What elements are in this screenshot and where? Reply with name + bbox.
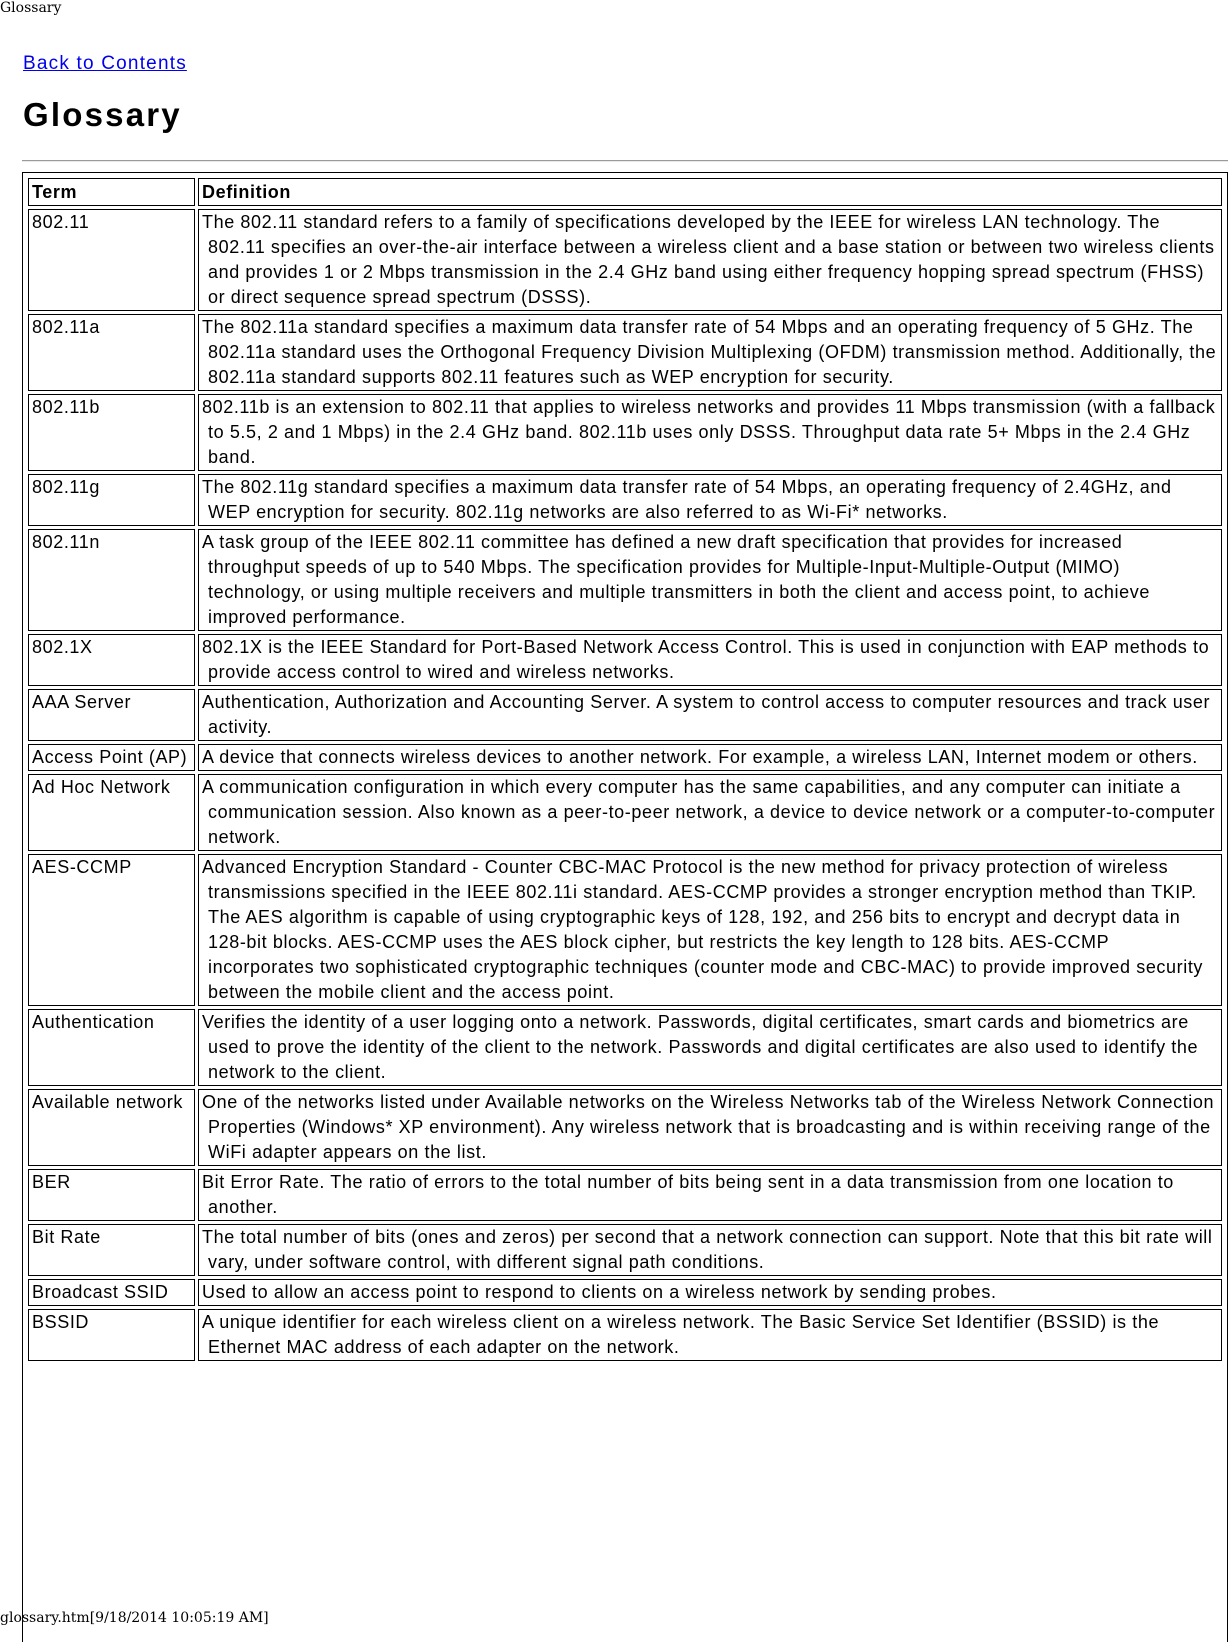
table-row [28,744,1222,771]
table-row [28,394,1222,471]
term-cell: 802.1X [28,634,195,686]
definition-cell [198,1309,1222,1361]
table-row [28,634,1222,686]
horizontal-divider [22,160,1228,162]
definition-cell [198,1009,1222,1086]
term-cell: BSSID [28,1309,195,1361]
table-row [28,1169,1222,1221]
definition-text: The total number of bits (ones and zeros) per second that a network connection can support. Note that this bit rate will vary, under software control, with different signal path conditions. [202,1227,1213,1272]
definition-cell [198,314,1222,391]
definition-text: The 802.11g standard specifies a maximum data transfer rate of 54 Mbps, an operating frequency of 2.4GHz, and WEP encryption for security. 802.11g networks are also referred to as Wi-Fi* networks. [202,477,1172,522]
table-row [28,1279,1222,1306]
definition-cell [198,209,1222,311]
term-cell: 802.11n [28,529,195,631]
definition-cell [198,1089,1222,1166]
definition-cell [198,634,1222,686]
term-cell: AES-CCMP [28,854,195,1006]
table-row [28,209,1222,311]
definition-cell [198,394,1222,471]
table-row [28,774,1222,851]
table-row [28,474,1222,526]
term-cell: BER [28,1169,195,1221]
table-row [28,689,1222,741]
definition-text: A task group of the IEEE 802.11 committee has defined a new draft specification that provides for increased throughput speeds of up to 540 Mbps. The specification provides for Multiple-Input-Multiple-Output (MIMO) technology, or using multiple receivers and multiple transmitters in both the client and access point, to achieve improved performance. [202,532,1150,627]
definition-text: Advanced Encryption Standard - Counter CBC-MAC Protocol is the new method for privacy protection of wireless transmissions specified in the IEEE 802.11i standard. AES-CCMP provides a stronger encryption method than TKIP. The AES algorithm is capable of using cryptographic keys of 128, 192, and 256 bits to encrypt and decrypt data in 128-bit blocks. AES-CCMP uses the AES block cipher, but restricts the key length to 128 bits. AES-CCMP incorporates two sophisticated cryptographic techniques (counter mode and CBC-MAC) to provide improved security between the mobile client and the access point. [202,857,1204,1002]
page-footer-url: glossary.htm[9/18/2014 10:05:19 AM] [0,1610,269,1626]
term-cell: Authentication [28,1009,195,1086]
definition-cell [198,854,1222,1006]
table-row [28,1089,1222,1166]
term-cell: Available network [28,1089,195,1166]
definition-text: Bit Error Rate. The ratio of errors to the total number of bits being sent in a data transmission from one location to another. [202,1172,1174,1217]
definition-text: One of the networks listed under Available networks on the Wireless Networks tab of the Wireless Network Connection Properties (Windows* XP environment). Any wireless network that is broadcasting and is within receiving range of the WiFi adapter appears on the list. [202,1092,1215,1162]
definition-text: The 802.11 standard refers to a family of specifications developed by the IEEE for wireless LAN technology. The 802.11 specifies an over-the-air interface between a wireless client and a base station or between two wireless clients and provides 1 or 2 Mbps transmission in the 2.4 GHz band using either frequency hopping spread spectrum (FHSS) or direct sequence spread spectrum (DSSS). [202,212,1215,307]
table-row [28,1224,1222,1276]
table-row [28,1309,1222,1361]
table-row [28,854,1222,1006]
term-cell: 802.11g [28,474,195,526]
term-cell: 802.11 [28,209,195,311]
definition-cell [198,529,1222,631]
term-cell: 802.11a [28,314,195,391]
definition-cell [198,744,1222,771]
table-row [28,314,1222,391]
definition-text: The 802.11a standard specifies a maximum data transfer rate of 54 Mbps and an operating frequency of 5 GHz. The 802.11a standard uses the Orthogonal Frequency Division Multiplexing (OFDM) transmission method. Additionally, the 802.11a standard supports 802.11 features such as WEP encryption for security. [202,317,1217,387]
term-cell: 802.11b [28,394,195,471]
back-to-contents-link[interactable]: Back to Contents [23,53,187,74]
definition-text: A unique identifier for each wireless client on a wireless network. The Basic Service Set Identifier (BSSID) is the Ethernet MAC address of each adapter on the network. [202,1312,1160,1357]
definition-cell [198,1169,1222,1221]
table-row [28,529,1222,631]
definition-text: Authentication, Authorization and Accounting Server. A system to control access to computer resources and track user activity. [202,692,1211,737]
definition-cell [198,1279,1222,1306]
definition-cell [198,774,1222,851]
browser-page-title: Glossary [0,0,62,16]
table-row [28,1009,1222,1086]
term-cell: AAA Server [28,689,195,741]
term-cell: Ad Hoc Network [28,774,195,851]
column-header-definition: Definition [198,178,1222,206]
definition-text: Verifies the identity of a user logging onto a network. Passwords, digital certificates, smart cards and biometrics are used to prove the identity of the client to the network. Passwords and digital certificates are also used to identify the network to the client. [202,1012,1199,1082]
definition-cell [198,689,1222,741]
page-title: Glossary [23,96,182,133]
definition-text: A device that connects wireless devices to another network. For example, a wireless LAN, Internet modem or others. [202,747,1198,767]
term-cell: Bit Rate [28,1224,195,1276]
column-header-term: Term [28,178,195,206]
definition-text: Used to allow an access point to respond to clients on a wireless network by sending probes. [202,1282,997,1302]
definition-cell [198,474,1222,526]
glossary-table-frame [22,172,1228,1642]
definition-text: 802.1X is the IEEE Standard for Port-Based Network Access Control. This is used in conjunction with EAP methods to provide access control to wired and wireless networks. [202,637,1210,682]
glossary-table [25,175,1225,1364]
term-cell: Broadcast SSID [28,1279,195,1306]
definition-text: 802.11b is an extension to 802.11 that applies to wireless networks and provides 11 Mbps transmission (with a fallback to 5.5, 2 and 1 Mbps) in the 2.4 GHz band. 802.11b uses only DSSS. Throughput data rate 5+ Mbps in the 2.4 GHz band. [202,397,1216,467]
definition-cell [198,1224,1222,1276]
term-cell: Access Point (AP) [28,744,195,771]
definition-text: A communication configuration in which every computer has the same capabilities, and any computer can initiate a communication session. Also known as a peer-to-peer network, a device to device network or a computer-to-computer network. [202,777,1216,847]
table-header-row [28,178,1222,206]
